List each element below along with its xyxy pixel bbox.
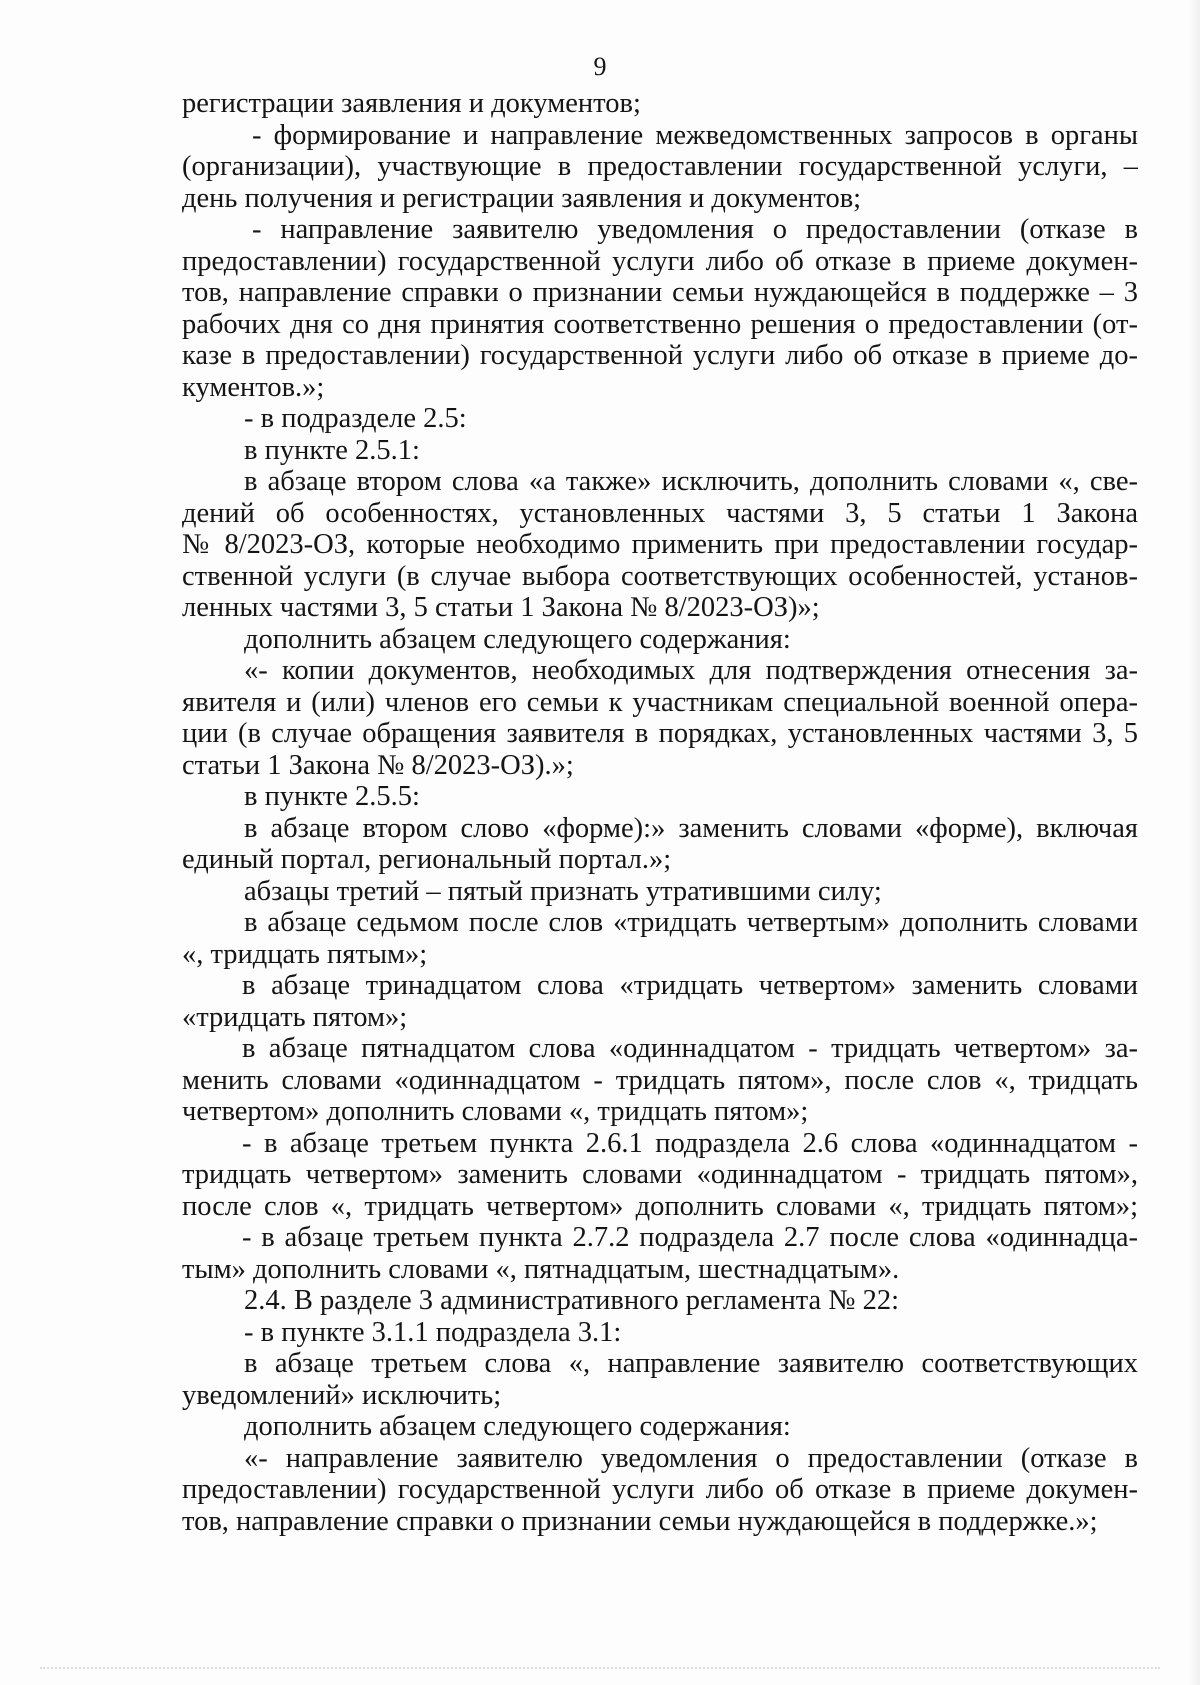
text-line: в пункте 2.5.1: — [244, 434, 420, 466]
text-line: - формирование и направление межведомственных запросов в органы — [252, 119, 1138, 151]
text-line: ции (в случае обращения заявителя в порядках, установленных частями 3, 5 — [182, 718, 1138, 749]
text-line: 2.4. В разделе 3 административного регламента № 22: — [244, 1285, 900, 1316]
scan-edge-shadow — [1188, 0, 1200, 1685]
text-line: - в абзаце третьем пункта 2.7.2 подраздела 2.7 после слова «одиннадца- — [242, 1222, 1138, 1253]
text-line: в абзаце третьем слова «, направление заявителю соответствующих — [244, 1348, 1138, 1379]
text-line: ственной услуги (в случае выбора соответствующих особенностей, установ- — [182, 560, 1138, 592]
text-line: в абзаце пятнадцатом слова «одиннадцатом - тридцать четвертом» за- — [242, 1033, 1138, 1064]
text-line: - в подразделе 2.5: — [244, 403, 467, 434]
text-line: в абзаце тринадцатом слова «тридцать четвертом» заменить словами — [242, 970, 1138, 1001]
text-line: ленных частями 3, 5 статьи 1 Закона № 8/2023-ОЗ)»; — [182, 592, 820, 623]
text-line: регистрации заявления и документов; — [182, 88, 641, 119]
text-line: (организации), участвующие в предоставлении государственной услуги, – — [182, 151, 1138, 182]
text-line: единый портал, региональный портал.»; — [182, 844, 672, 875]
text-line: тым» дополнить словами «, пятнадцатым, шестнадцатым». — [182, 1253, 900, 1285]
text-line: дополнить абзацем следующего содержания: — [244, 1411, 791, 1442]
text-line: статьи 1 Закона № 8/2023-ОЗ).»; — [182, 749, 574, 781]
text-line: тов, направление справки о признании семьи нуждающейся в поддержке – 3 — [182, 277, 1138, 308]
text-line: после слов «, тридцать четвертом» дополнить словами «, тридцать пятом»; — [182, 1190, 1138, 1222]
text-line: в абзаце втором слова «а также» исключить, дополнить словами «, све- — [244, 466, 1138, 497]
document-body — [182, 88, 1138, 1537]
text-line: менить словами «одиннадцатом - тридцать пятом», после слов «, тридцать — [182, 1064, 1138, 1096]
text-line: четвертом» дополнить словами «, тридцать пятом»; — [182, 1096, 809, 1127]
text-line: в пункте 2.5.5: — [244, 781, 420, 812]
text-line: уведомлений» исключить; — [182, 1379, 502, 1411]
text-line: - в пункте 3.1.1 подраздела 3.1: — [244, 1316, 622, 1348]
text-line: предоставлении) государственной услуги либо об отказе в приеме докумен- — [182, 1474, 1138, 1505]
text-line: «- направление заявителю уведомления о предоставлении (отказе в — [244, 1442, 1138, 1474]
text-line: предоставлении) государственной услуги либо об отказе в приеме докумен- — [182, 245, 1138, 277]
text-line: № 8/2023-ОЗ, которые необходимо применить при предоставлении государ- — [182, 529, 1138, 560]
text-line: дений об особенностях, установленных частями 3, 5 статьи 1 Закона — [182, 497, 1138, 529]
text-line: в абзаце седьмом после слов «тридцать четвертым» дополнить словами — [244, 907, 1138, 938]
text-line: кументов.»; — [182, 371, 325, 403]
text-line: тов, направление справки о признании семьи нуждающейся в поддержке.»; — [182, 1505, 1098, 1537]
text-line: казе в предоставлении) государственной услуги либо об отказе в приеме до- — [182, 340, 1138, 371]
text-line: в абзаце втором слово «форме):» заменить словами «форме), включая — [244, 812, 1138, 844]
page-number: 9 — [593, 52, 607, 81]
text-line: день получения и регистрации заявления и документов; — [182, 182, 862, 214]
text-line: дополнить абзацем следующего содержания: — [244, 623, 791, 655]
text-line: «тридцать пятом»; — [182, 1001, 408, 1033]
text-line: абзацы третий – пятый признать утратившими силу; — [244, 875, 882, 907]
text-line: тридцать четвертом» заменить словами «одиннадцатом - тридцать пятом», — [182, 1159, 1138, 1190]
scan-bottom-artifact — [40, 1667, 1160, 1671]
text-line: явителя и (или) членов его семьи к участникам специальной военной опера- — [182, 686, 1138, 718]
text-line: «- копии документов, необходимых для подтверждения отнесения за- — [244, 655, 1138, 686]
text-line: - направление заявителю уведомления о предоставлении (отказе в — [252, 214, 1138, 245]
text-line: - в абзаце третьем пункта 2.6.1 подраздела 2.6 слова «одиннадцатом - — [242, 1127, 1138, 1159]
text-line: рабочих дня со дня принятия соответственно решения о предоставлении (от- — [182, 308, 1138, 340]
text-line: «, тридцать пятым»; — [182, 938, 428, 970]
